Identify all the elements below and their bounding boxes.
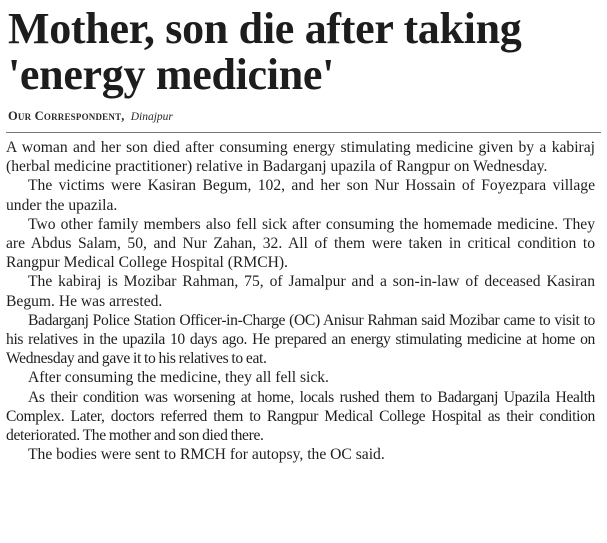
byline-location: Dinajpur [130,111,173,123]
paragraph-8: The bodies were sent to RMCH for autopsy, the OC said. [28,446,385,464]
paragraph-6: After consuming the medicine, they all fell sick. [28,369,329,387]
byline [6,108,601,125]
byline-author: Our Correspondent, [8,109,125,123]
paragraph-5: Badarganj Police Station Officer-in-Charge (OC) Anisur Rahman said Mozibar came to visit to his relatives in the upazila 10 days ago. He prepared an energy stimulating medicine at home on Wednesday and gave it to his relatives to eat. [6,311,595,368]
paragraph-3: Two other family members also fell sick after consuming the homemade medicine. They are Abdus Salam, 50, and Nur Zahan, 32. All of them were taken in critical condition to Rangpur Medical College Hospital (RMCH). [6,215,595,272]
paragraph-2: The victims were Kasiran Begum, 102, and her son Nur Hossain of Foyezpara village under the upazila. [6,177,595,214]
headline: Mother, son die after taking 'energy medicine' [8,4,522,99]
paragraph-1: A woman and her son died after consuming energy stimulating medicine given by a kabiraj (herbal medicine practitioner) relative in Badarganj upazila of Rangpur on Wednesday. [6,139,595,176]
divider [6,132,601,133]
paragraph-7: As their condition was worsening at home, locals rushed them to Badarganj Upazila Health Complex. Later, doctors referred them to Rangpur Medical College Hospital as their condition deteriorated. The mother and son died there. [6,388,595,445]
paragraph-4: The kabiraj is Mozibar Rahman, 75, of Jamalpur and a son-in-law of deceased Kasiran Begum. He was arrested. [6,273,595,310]
article-body [6,138,601,464]
